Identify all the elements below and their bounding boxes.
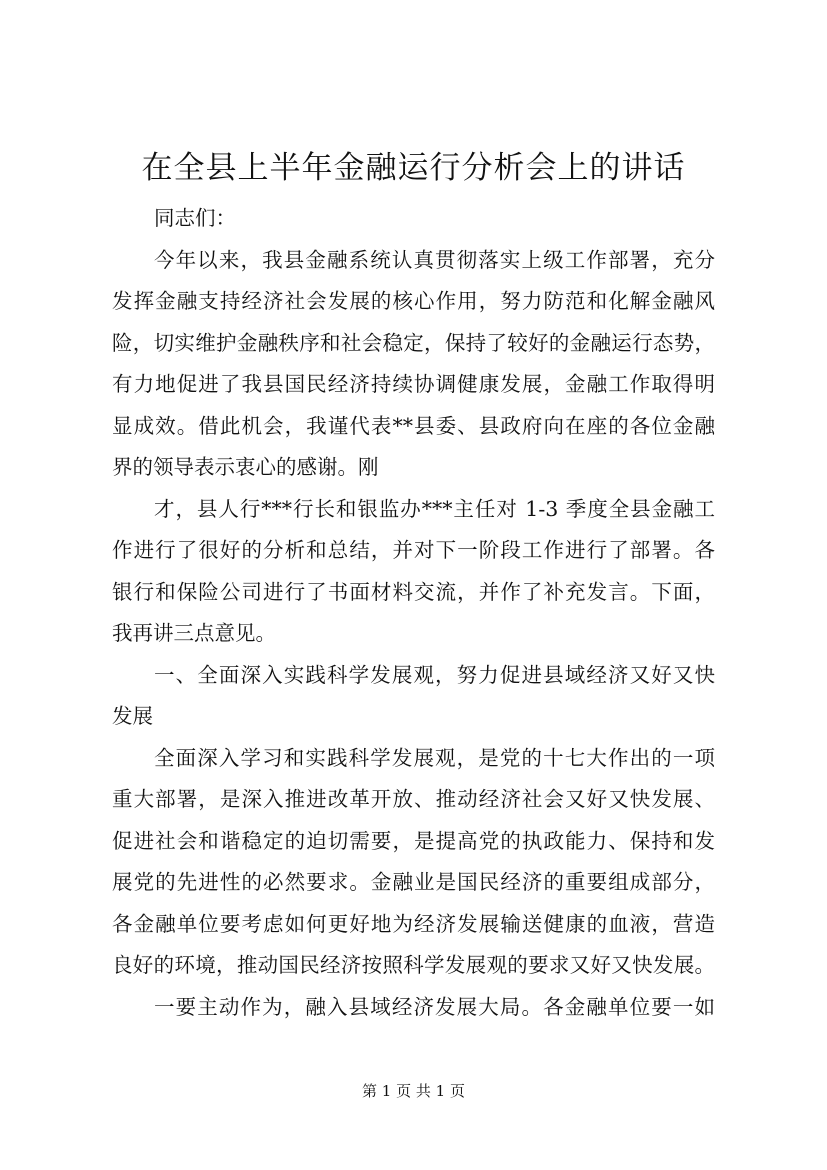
body-line: 有力地促进了我县国民经济持续协调健康发展，金融工作取得明 xyxy=(112,372,715,396)
section-heading-line: 发展 xyxy=(112,704,153,728)
body-line: 我再讲三点意见。 xyxy=(112,621,276,645)
body-line: 促进社会和谐稳定的迫切需要，是提高党的执政能力、保持和发 xyxy=(112,828,715,853)
greeting: 同志们： xyxy=(154,206,236,230)
body-line: 今年以来，我县金融系统认真贯彻落实上级工作部署，充分 xyxy=(154,247,715,272)
body-line: 全面深入学习和实践科学发展观，是党的十七大作出的一项 xyxy=(154,745,715,770)
body-line: 界的领导表示衷心的感谢。刚 xyxy=(112,455,379,479)
document-title: 在全县上半年金融运行分析会上的讲话 xyxy=(141,150,686,186)
section-heading-line: 一、全面深入实践科学发展观，努力促进县域经济又好又快 xyxy=(154,662,715,687)
body-line: 各金融单位要考虑如何更好地为经济发展输送健康的血液，营造 xyxy=(112,911,715,936)
body-line: 显成效。借此机会，我谨代表**县委、县政府向在座的各位金融 xyxy=(112,413,715,438)
body-line: 良好的环境，推动国民经济按照科学发展观的要求又好又快发展。 xyxy=(112,953,715,977)
body-line: 一要主动作为，融入县域经济发展大局。各金融单位要一如 xyxy=(154,994,715,1019)
body-line: 险，切实维护金融秩序和社会稳定，保持了较好的金融运行态势， xyxy=(112,330,715,355)
body-line: 才，县人行***行长和银监办***主任对 1-3 季度全县金融工 xyxy=(154,496,715,521)
body-line: 展党的先进性的必然要求。金融业是国民经济的重要组成部分， xyxy=(112,870,715,894)
body-line: 发挥金融支持经济社会发展的核心作用，努力防范和化解金融风 xyxy=(112,289,715,313)
document-body xyxy=(112,198,715,1028)
page-number: 第 1 页 共 1 页 xyxy=(362,1082,465,1100)
body-line: 银行和保险公司进行了书面材料交流，并作了补充发言。下面， xyxy=(112,579,715,604)
body-line: 重大部署，是深入推进改革开放、推动经济社会又好又快发展、 xyxy=(112,787,715,811)
body-line: 作进行了很好的分析和总结，并对下一阶段工作进行了部署。各 xyxy=(112,538,715,562)
